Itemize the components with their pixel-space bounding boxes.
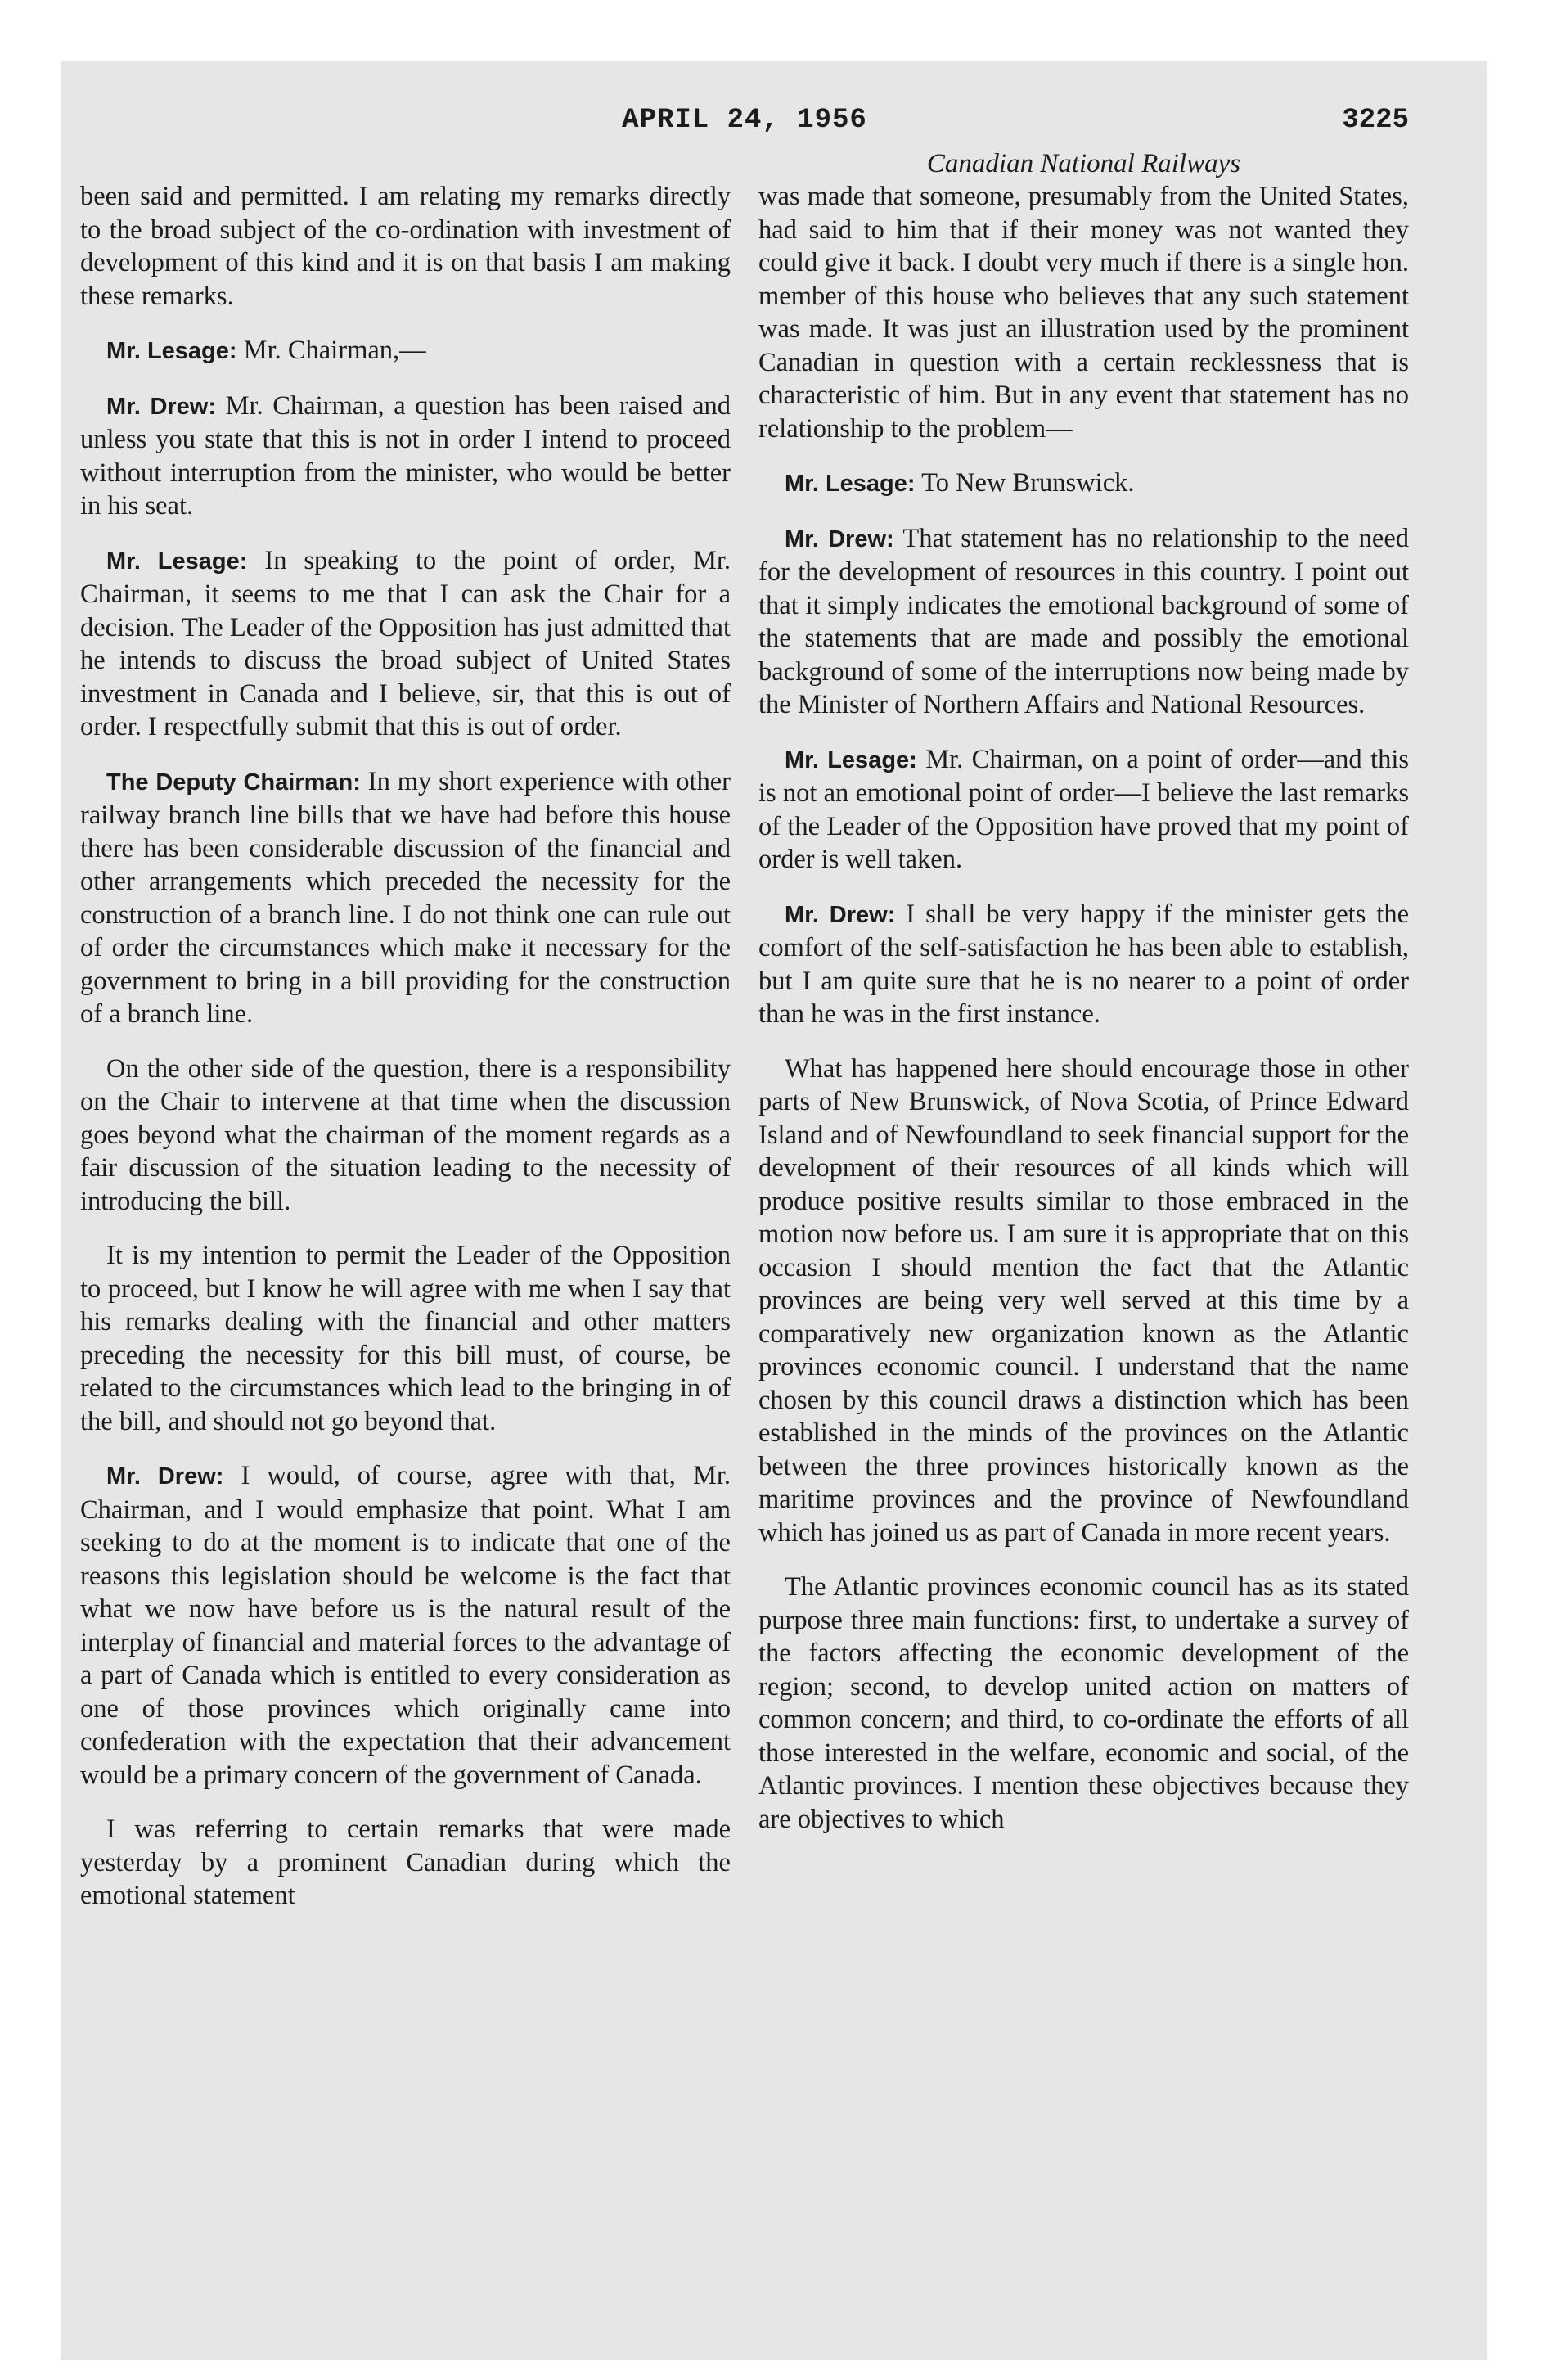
paragraph	[758, 467, 1409, 501]
left-column	[80, 147, 731, 1934]
paragraph-text: That statement has no relationship to the need for the development of resources in this country. I point out that it simply indicates the emotional background of some of the statements that are made and possibly the emotional background of some of the interruptions now being made by the Minister of Northern Affairs and National Resources.	[758, 523, 1409, 719]
paragraph	[758, 898, 1409, 1031]
paragraph	[758, 522, 1409, 722]
paragraph-text: Mr. Chairman, on a point of order—and this is not an emotional point of order—I believe the last remarks of the Leader of the Opposition have proved that my point of order is well taken.	[758, 744, 1410, 874]
paragraph-text: To New Brunswick.	[921, 468, 1135, 498]
paragraph	[758, 1053, 1409, 1550]
paragraph	[758, 743, 1409, 877]
speaker-name: Mr. Lesage:	[785, 746, 917, 773]
paragraph-text: In my short experience with other railway branch line bills that we have had before this house there has been considerable discussion of the financial and other arrangements which preceded the necessity for the construction of a branch line. I do not think one can rule out of order the circumstances which make it necessary for the government to bring in a bill providing for the construction of a branch line.	[80, 766, 731, 1029]
paragraph	[80, 180, 731, 313]
running-head: Canadian National Railways	[926, 149, 1241, 178]
hansard-page	[80, 105, 1410, 1910]
speaker-name: Mr. Lesage:	[106, 338, 237, 364]
speaker-name: Mr. Lesage:	[106, 548, 248, 575]
paragraph-text: I shall be very happy if the minister gets the comfort of the self-satisfaction he has been able to establish, but I am quite sure that he is no nearer to a point of order than he was in the first instance.	[758, 899, 1410, 1029]
paragraph-text: I was referring to certain remarks that were made yesterday by a prominent Canadian during which the emotional statement	[80, 1814, 731, 1910]
right-column	[758, 147, 1409, 1857]
paragraph-text: I would, of course, agree with that, Mr. Chairman, and I would emphasize that point. What I am seeking to do at the moment is to indicate that one of the reasons this legislation should be welcome is the fact that what we now have before us is the natural result of the interplay of financial and material forces to the advantage of a part of Canada which is entitled to every consideration as one of those provinces which originally came into confederation with the expectation that their advancement would be a primary concern of the government of Canada.	[80, 1461, 731, 1790]
paragraph-text: On the other side of the question, there is a responsibility on the Chair to intervene at that time when the discussion goes beyond what the chairman of the moment regards as a fair discussion of the situation leading to the necessity of introducing the bill.	[80, 1053, 731, 1216]
speaker-name: Mr. Drew:	[106, 393, 217, 420]
paragraph	[80, 1813, 731, 1913]
paragraph-text: was made that someone, presumably from the United States, had said to him that if their money was not wanted they could give it back. I doubt very much if there is a single hon. member of this house who believes that any such statement was made. It was just an illustration used by the prominent Canadian in question with a certain recklessness that is characteristic of him. But in any event that statement has no relationship to the problem—	[758, 182, 1409, 444]
paragraph	[758, 180, 1409, 445]
paragraph	[758, 1571, 1409, 1836]
speaker-name: Mr. Drew:	[785, 525, 894, 552]
paragraph-text: been said and permitted. I am relating my remarks directly to the broad subject of the co-ordination with investment of development of this kind and it is on that basis I am making these remarks.	[80, 182, 731, 311]
speaker-name: Mr. Lesage:	[785, 471, 916, 497]
speaker-name: Mr. Drew:	[106, 1463, 224, 1490]
paragraph-text: The Atlantic provinces economic council has as its stated purpose three main functions: first, to undertake a survey of the factors affecting the economic development of the region; second, to develop united action on matters of common concern; and third, to co-ordinate the efforts of all those interested in the welfare, economic and social, of the Atlantic provinces. I mention these objectives because they are objectives to which	[758, 1572, 1409, 1834]
paragraph	[80, 1239, 731, 1438]
paragraph	[80, 765, 731, 1031]
page-header	[80, 105, 1409, 147]
paragraph-text: What has happened here should encourage those in other parts of New Brunswick, of Nova Scotia, of Prince Edward Island and of Newfoundland to seek financial support for the development of their resources of all kinds which will produce positive results similar to those embraced in the motion now before us. I am sure it is appropriate that on this occasion I should mention the fact that the Atlantic provinces are being very well served at this time by a comparatively new organization known as the Atlantic provinces economic council. I understand that the name chosen by this council draws a distinction which has been established in the minds of the provinces on the Atlantic between the three provinces historically known as the maritime provinces and the province of Newfoundland which has joined us as part of Canada in more recent years.	[758, 1053, 1409, 1548]
speaker-name: Mr. Drew:	[785, 901, 896, 928]
paragraph	[80, 1053, 731, 1219]
speaker-name: The Deputy Chairman:	[106, 769, 361, 796]
paragraph	[80, 334, 731, 368]
paragraph-text: In speaking to the point of order, Mr. Chairman, it seems to me that I can ask the Chair for a decision. The Leader of the Opposition has just admitted that he intends to discuss the broad subject of United States investment in Canada and I believe, sir, that this is out of order. I respectfully submit that this is out of order.	[80, 545, 731, 741]
paragraph-text: It is my intention to permit the Leader of the Opposition to proceed, but I know he will agree with me when I say that his remarks dealing with the financial and other matters preceding the necessity for this bill must, of course, be related to the circumstances which lead to the bringing in of the bill, and should not go beyond that.	[80, 1241, 731, 1436]
page-date: APRIL 24, 1956	[622, 105, 867, 136]
paragraph	[80, 1459, 731, 1792]
paragraph	[80, 544, 731, 744]
page-number: 3225	[1342, 105, 1409, 136]
paragraph	[80, 390, 731, 523]
paragraph-text: Mr. Chairman,—	[243, 336, 426, 365]
paragraph-text: Mr. Chairman, a question has been raised and unless you state that this is not in order I intend to proceed without interruption from the minister, who would be better in his seat.	[80, 390, 731, 521]
